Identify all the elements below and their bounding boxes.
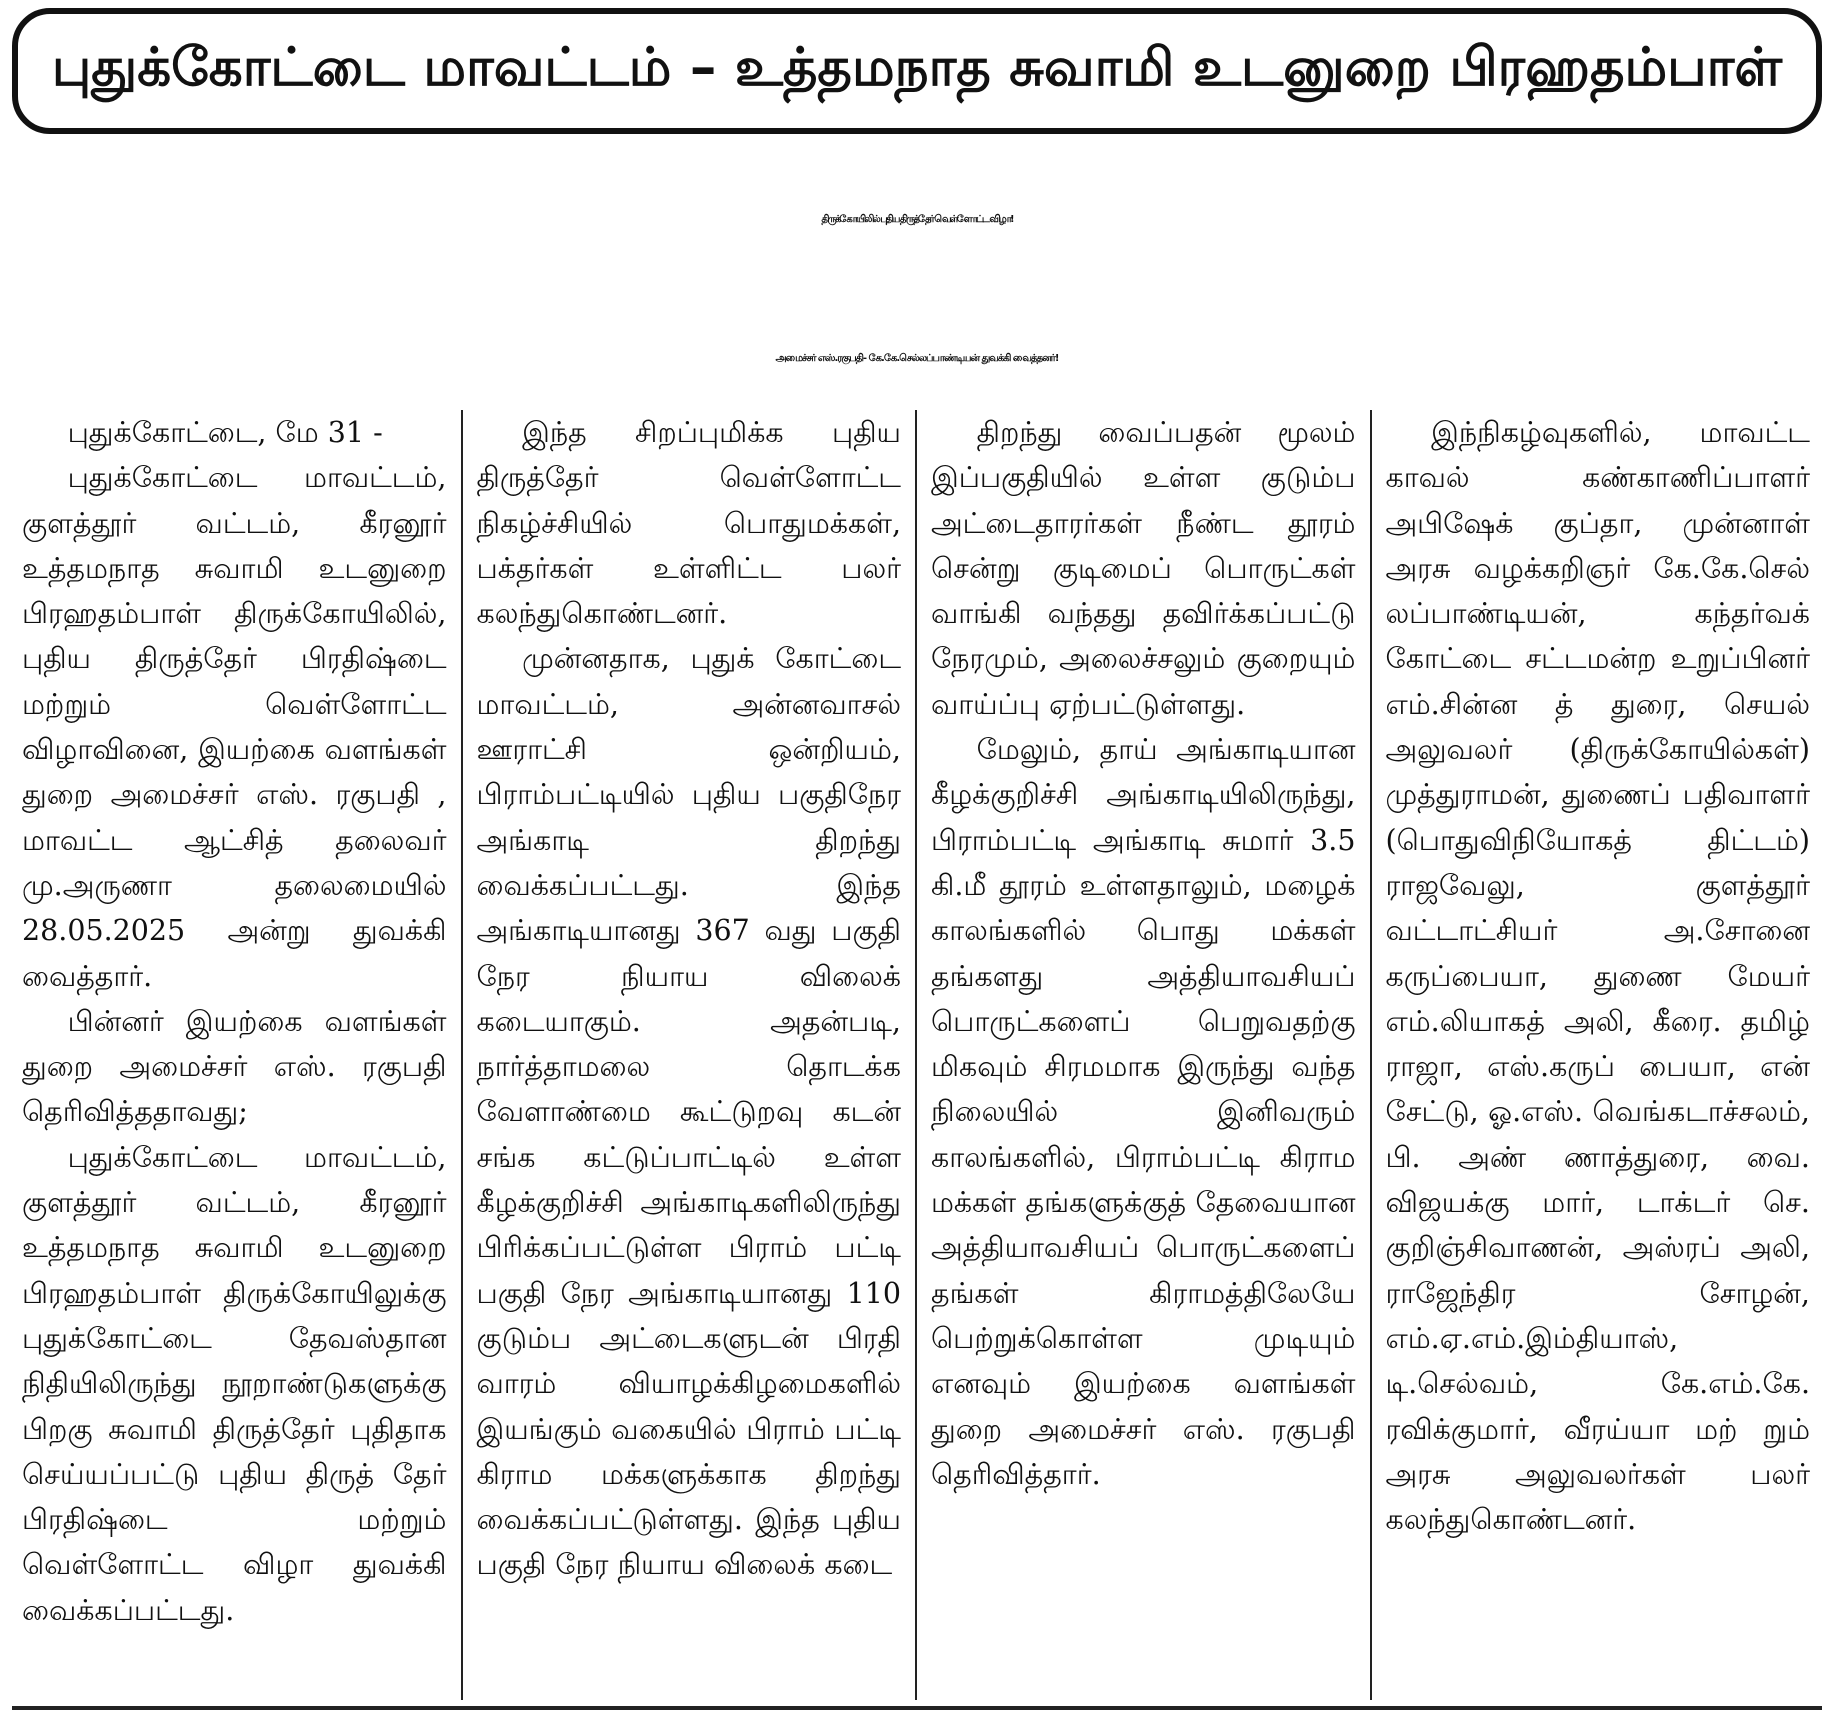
dateline: புதுக்கோட்டை, மே 31 - bbox=[67, 416, 383, 449]
article-column-4 bbox=[1372, 410, 1825, 1700]
article-columns bbox=[8, 410, 1824, 1700]
kicker-box bbox=[12, 8, 1822, 134]
bottom-rule bbox=[12, 1706, 1822, 1710]
article-column-3 bbox=[917, 410, 1372, 1700]
article-paragraph: புதுக்கோட்டை மாவட்டம், குளத்தூர் வட்டம், கீரனூர் உத்தமநாத சுவாமி உடனுறை பிரஹதம்பாள் திருக்கோயிலில், புதிய திருத்தேர் பிரதிஷ்டை மற்றும் வெள்ளோட்ட விழாவினை, இயற்கை வளங்கள் துறை அமைச்சர் எஸ். ரகுபதி , மாவட்ட ஆட்சித் தலைவர் மு.அருணா தலைமையில் 28.05.2025 அன்று துவக்கி வைத்தார். bbox=[22, 461, 447, 993]
article-paragraph: திறந்து வைப்பதன் மூலம் இப்பகுதியில் உள்ள குடும்ப அட்டைதாரர்கள் நீண்ட தூரம் சென்று குடிமைப் பொருட்கள் வாங்கி வந்தது தவிர்க்கப்பட்டு நேரமும், அலைச்சலும் குறையும் வாய்ப்பு ஏற்பட்டுள்ளது. bbox=[931, 416, 1356, 721]
article-paragraph: இந்நிகழ்வுகளில், மாவட்ட காவல் கண்காணிப்பாளர் அபிஷேக் குப்தா, முன்னாள் அரசு வழக்கறிஞர் கே.கே.செல் லப்பாண்டியன், கந்தர்வக் கோட்டை சட்டமன்ற உறுப்பினர் எம்.சின்ன த் துரை, செயல் அலுவலர் (திருக்கோயில்கள்) முத்துராமன், துணைப் பதிவாளர் (பொதுவிநியோகத் திட்டம்) ராஜவேலு, குளத்தூர் வட்டாட்சியர் அ.சோனை கருப்பையா, துணை மேயர் எம்.லியாகத் அலி, கீரை. தமிழ் ராஜா, எஸ்.கருப் பையா, என் சேட்டு, ஓ.எஸ். வெங்கடாச்சலம், பி. அண் ணாத்துரை, வை. விஜயக்கு மார், டாக்டர் செ. குறிஞ்சிவாணன், அஸ்ரப் அலி, ராஜேந்திர சோழன், எம்.ஏ.எம்.இம்தியாஸ், டி.செல்வம், கே.எம்.கே. ரவிக்குமார், வீரய்யா மற் றும் அரசு அலுவலர்கள் பலர் கலந்துகொண்டனர். bbox=[1385, 416, 1810, 1537]
article-paragraph: இந்த சிறப்புமிக்க புதிய திருத்தேர் வெள்ளோட்ட நிகழ்ச்சியில் பொதுமக்கள், பக்தர்கள் உள்ளிட்ட பலர் கலந்துகொண்டனர். bbox=[476, 416, 901, 631]
article-paragraph: புதுக்கோட்டை மாவட்டம், குளத்தூர் வட்டம், கீரனூர் உத்தமநாத சுவாமி உடனுறை பிரஹதம்பாள் திருக்கோயிலுக்கு புதுக்கோட்டை தேவஸ்தான நிதியிலிருந்து நூறாண்டுகளுக்கு பிறகு சுவாமி திருத்தேர் புதிதாக செய்யப்பட்டு புதிய திருத் தேர் பிரதிஷ்டை மற்றும் வெள்ளோட்ட விழா துவக்கி வைக்கப்பட்டது. bbox=[22, 1140, 447, 1627]
article-paragraph: முன்னதாக, புதுக் கோட்டை மாவட்டம், அன்னவாசல் ஊராட்சி ஒன்றியம், பிராம்பட்டியில் புதிய பகுதிநேர அங்காடி திறந்து வைக்கப்பட்டது. இந்த அங்காடியானது 367 வது பகுதி நேர நியாய விலைக் கடையாகும். அதன்படி, நார்த்தாமலை தொடக்க வேளாண்மை கூட்டுறவு கடன் சங்க கட்டுப்பாட்டில் உள்ள கீழக்குறிச்சி அங்காடிகளிலிருந்து பிரிக்கப்பட்டுள்ள பிராம் பட்டி பகுதி நேர அங்காடியானது 110 குடும்ப அட்டைகளுடன் பிரதி வாரம் வியாழக்கிழமைகளில் இயங்கும் வகையில் பிராம் பட்டி கிராம மக்களுக்காக திறந்து வைக்கப்பட்டுள்ளது. இந்த புதிய பகுதி நேர நியாய விலைக் கடை bbox=[476, 642, 901, 1582]
headline: திருக்கோயிலில் புதிய திருத்தேர் வெள்ளோட்ட விழா! bbox=[821, 214, 1013, 225]
kicker-line: புதுக்கோட்டை மாவட்டம் – உத்தமநாத சுவாமி உடனுறை பிரஹதம்பாள் bbox=[51, 37, 1783, 98]
article-paragraph: பின்னர் இயற்கை வளங்கள் துறை அமைச்சர் எஸ். ரகுபதி தெரிவித்ததாவது; bbox=[22, 1004, 447, 1129]
article-column-2 bbox=[463, 410, 918, 1700]
article-column-1 bbox=[8, 410, 463, 1700]
article-paragraph: மேலும், தாய் அங்காடியான கீழக்குறிச்சி அங்காடியிலிருந்து, பிராம்பட்டி அங்காடி சுமார் 3.5 கி.மீ தூரம் உள்ளதாலும், மழைக் காலங்களில் பொது மக்கள் தங்களது அத்தியாவசியப் பொருட்களைப் பெறுவதற்கு மிகவும் சிரமமாக இருந்து வந்த நிலையில் இனிவரும் காலங்களில், பிராம்பட்டி கிராம மக்கள் தங்களுக்குத் தேவையான அத்தியாவசியப் பொருட்களைப் தங்கள் கிராமத்திலேயே பெற்றுக்கொள்ள முடியும் எனவும் இயற்கை வளங்கள் துறை அமைச்சர் எஸ். ரகுபதி தெரிவித்தார். bbox=[931, 733, 1356, 1491]
subheadline: அமைச்சர் எஸ்.ரகுபதி- கே.கே.செல்லப்பாண்டியன் துவக்கி வைத்தனர்! bbox=[775, 353, 1059, 364]
